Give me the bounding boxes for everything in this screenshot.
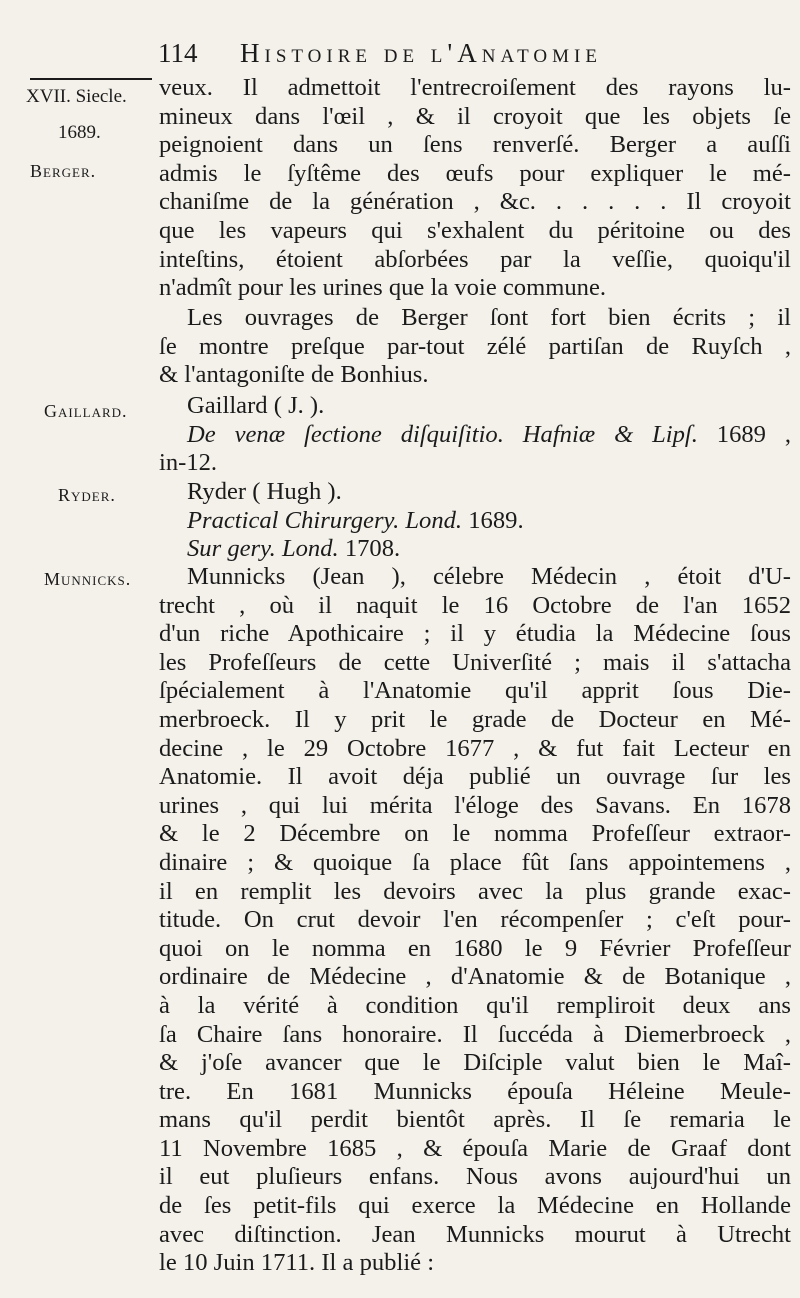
text-line: à la vérité à condition qu'il rempliroit deux ans	[159, 991, 791, 1019]
text-line: le 10 Juin 1711. Il a publié :	[159, 1249, 435, 1277]
text-line: d'un riche Apothicaire ; il y étudia la Médecine ſous	[159, 620, 791, 648]
text-line: & le 2 Décembre on le nomma Profeſſeur extraor-	[159, 820, 791, 848]
text-line: Anatomie. Il avoit déja publié un ouvrage ſur les	[159, 763, 791, 791]
text-line: n'admît pour les urines que la voie commune.	[159, 274, 607, 302]
text-line: de ſes petit-fils qui exerce la Médecine en Hollande	[159, 1192, 791, 1220]
berger-paragraph	[159, 74, 791, 303]
text-line: ſe montre preſque par-tout zélé partiſan de Ruyſch ,	[159, 332, 791, 360]
running-header	[158, 36, 788, 70]
bibliographic-line	[159, 535, 791, 564]
margin-munnicks: Munnicks.	[44, 569, 132, 589]
margin-gaillard: Gaillard.	[44, 401, 128, 421]
bibliographic-line	[159, 421, 791, 450]
text-line: il eut pluſieurs enfans. Nous avons aujourd'hui un	[159, 1163, 791, 1191]
margin-ryder: Ryder.	[58, 485, 116, 505]
work-title: Practical Chirurgery. Lond.	[187, 506, 463, 534]
text-line: ordinaire de Médecine , d'Anatomie & de Botanique ,	[159, 963, 791, 991]
work-format: in-12.	[159, 449, 218, 477]
work-year: 1689.	[468, 506, 524, 534]
berger-judgement	[159, 304, 791, 390]
ryder-entry	[159, 478, 791, 564]
margin-rule	[30, 78, 152, 80]
text-line: il en remplit les devoirs avec la plus grande exac-	[159, 877, 791, 905]
text-line: urines , qui lui mérita l'éloge des Savans. En 1678	[159, 791, 791, 819]
text-line: ſa Chaire ſans honoraire. Il ſuccéda à Diemerbroeck ,	[159, 1020, 791, 1048]
text-line: mineux dans l'œil , & il croyoit que les objets ſe	[159, 102, 791, 130]
margin-year: 1689.	[58, 122, 101, 143]
author-name: Ryder ( Hugh ).	[187, 478, 342, 505]
text-line: admis le ſyſtême des œufs pour expliquer le mé-	[159, 159, 791, 187]
text-line: 11 Novembre 1685 , & épouſa Marie de Graaf dont	[159, 1134, 791, 1162]
text-line: inteſtins, étoient abſorbées par la veſſie, quoiqu'il	[159, 245, 791, 273]
text-line: peignoient dans un ſens renverſé. Berger a auſſi	[159, 131, 791, 159]
text-line: merbroeck. Il y prit le grade de Docteur en Mé-	[159, 705, 791, 733]
author-name: Gaillard ( J. ).	[187, 392, 325, 419]
text-line: Munnicks (Jean ), célebre Médecin , étoit d'U-	[187, 563, 791, 590]
text-line: trecht , où il naquit le 16 Octobre de l'an 1652	[159, 591, 791, 619]
running-title: Histoire de l'Anatomie	[240, 38, 602, 68]
text-line: titude. On crut devoir l'en récompenſer ; c'eſt pour-	[159, 906, 791, 934]
text-line: mans qu'il perdit bientôt après. Il ſe remaria le	[159, 1106, 791, 1134]
gaillard-entry	[159, 392, 791, 478]
text-line: ſpécialement à l'Anatomie qu'il apprit ſous Die-	[159, 677, 791, 705]
work-title: De venæ ſectione diſquiſitio. Hafniæ & Lipſ.	[187, 420, 698, 448]
text-line: & l'antagoniſte de Bonhius.	[159, 361, 429, 389]
text-line: & j'oſe avancer que le Diſciple valut bien le Maî-	[159, 1049, 791, 1077]
text-line: decine , le 29 Octobre 1677 , & fut fait Lecteur en	[159, 734, 791, 762]
work-year: 1689 ,	[716, 420, 791, 448]
text-line: avec diſtinction. Jean Munnicks mourut à Utrecht	[159, 1220, 791, 1248]
bibliographic-line	[159, 507, 791, 536]
text-line: les Profeſſeurs de cette Univerſité ; mais il s'attacha	[159, 648, 791, 676]
text-line: Les ouvrages de Berger ſont fort bien écrits ; il	[187, 304, 791, 331]
page-number: 114	[158, 38, 198, 68]
margin-berger: Berger.	[30, 161, 97, 181]
work-year: 1708.	[344, 535, 401, 563]
work-title: Sur gery. Lond.	[187, 535, 339, 563]
text-line: quoi on le nomma en 1680 le 9 Février Profeſſeur	[159, 934, 791, 962]
text-line: tre. En 1681 Munnicks épouſa Héleine Meule-	[159, 1077, 791, 1105]
text-line: dinaire ; & quoique ſa place fût ſans appointemens ,	[159, 848, 791, 876]
margin-century: XVII. Siecle.	[26, 86, 127, 107]
text-line: veux. Il admettoit l'entrecroiſement des rayons lu-	[159, 74, 791, 101]
munnicks-paragraph	[159, 563, 791, 1278]
text-line: chaniſme de la génération , &c. . . . . . Il croyoit	[159, 188, 791, 216]
text-line: que les vapeurs qui s'exhalent du péritoine ou des	[159, 216, 791, 244]
